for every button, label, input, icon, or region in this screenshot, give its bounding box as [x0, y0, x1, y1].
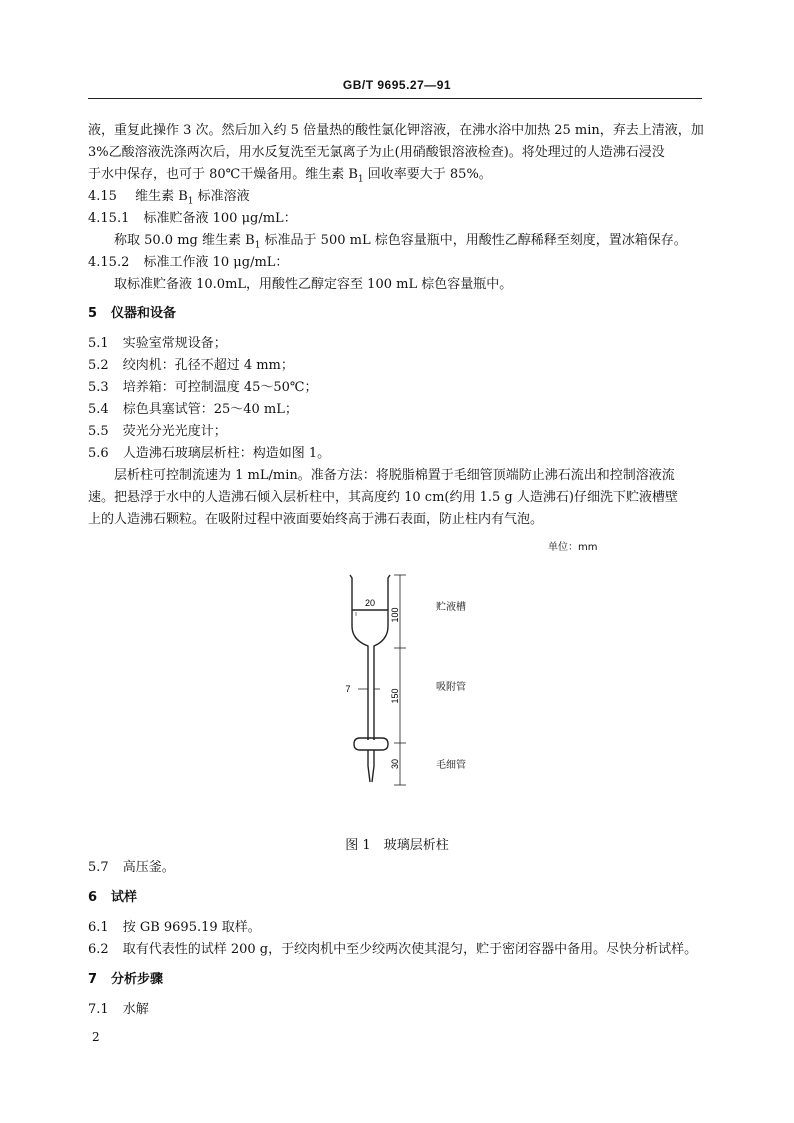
dim-tube-height: 150 — [390, 688, 400, 704]
paragraph-line: 液，重复此操作 3 次。然后加入约 5 倍量热的酸性氯化钾溶液，在沸水浴中加热 25 min，弃去上清液，加 — [88, 123, 704, 138]
paragraph-line: 取标准贮备液 10.0mL，用酸性乙醇定容至 100 mL 棕色容量瓶中。 — [114, 277, 513, 292]
list-item: 5.1 实验室常规设备； — [88, 336, 227, 351]
dim-capillary-length: 30 — [390, 758, 400, 770]
section-4-15-2-heading: 4.15.2 标准工作液 10 μg/mL： — [88, 255, 289, 270]
list-item: 5.2 绞肉机：孔径不超过 4 mm； — [88, 358, 294, 373]
list-item: 5.7 高压釜。 — [88, 860, 175, 875]
stopcock — [354, 738, 388, 750]
list-item: 6.2 取有代表性的试样 200 g，于绞肉机中至少绞两次使其混匀，贮于密闭容器中备用。尽快分析试样。 — [88, 942, 698, 957]
figure-unit: 单位：mm — [548, 542, 598, 553]
list-item: 5.5 荧光分光光度计； — [88, 424, 227, 439]
label-adsorption-tube: 吸附管 — [436, 682, 466, 693]
figure-caption: 图 1 玻璃层析柱 — [345, 838, 449, 853]
dim-reservoir-height: 100 — [390, 607, 400, 623]
header-rule — [88, 98, 702, 99]
label-capillary: 毛细管 — [436, 760, 466, 771]
section-7-heading: 7 分析步骤 — [88, 972, 164, 987]
page-number: 2 — [92, 1030, 100, 1044]
list-item: 5.4 棕色具塞试管：25～40 mL； — [88, 402, 298, 417]
label-reservoir: 贮液槽 — [436, 602, 466, 613]
paragraph-line: 层析柱可控制流速为 1 mL/min。准备方法：将脱脂棉置于毛细管顶端防止沸石流出和控制溶液流 — [114, 468, 675, 483]
dim-reservoir-width: 20 — [364, 598, 376, 608]
section-4-15-heading: 4.15 维生素 $B_1$ 标准溶液 — [88, 189, 250, 207]
list-item: 5.3 培养箱：可控制温度 45～50℃； — [88, 380, 318, 395]
section-5-heading: 5 仪器和设备 — [88, 306, 177, 321]
list-item: 7.1 水解 — [88, 1002, 149, 1017]
dim-tube-diameter: 7 — [345, 684, 351, 694]
paragraph-line: 速。把悬浮于水中的人造沸石倾入层析柱中，其高度约 10 cm(约用 1.5 g 人造沸石)仔细洗下贮液槽壁 — [88, 490, 678, 505]
paragraph-line: 于水中保存，也可于 80℃干燥备用。维生素 $B_1$ 回收率要大于 85%。 — [88, 167, 492, 185]
section-6-heading: 6 试样 — [88, 890, 138, 905]
capillary-tube — [368, 750, 370, 782]
paragraph-line: 称取 50.0 mg 维生素 $B_1$ 标准品于 500 mL 棕色容量瓶中，用酸性乙醇稀释至刻度，置冰箱保存。 — [114, 233, 687, 251]
paragraph-line: 3%乙酸溶液洗涤两次后，用水反复洗至无氯离子为止(用硝酸银溶液检查)。将处理过的人造沸石浸没 — [88, 145, 665, 160]
page-header: GB/T 9695.27—91 — [342, 78, 452, 92]
section-4-15-1-heading: 4.15.1 标准贮备液 100 μg/mL： — [88, 211, 297, 226]
list-item: 6.1 按 GB 9695.19 取样。 — [88, 920, 261, 935]
paragraph-line: 上的人造沸石颗粒。在吸附过程中液面要始终高于沸石表面，防止柱内有气泡。 — [88, 512, 544, 527]
list-item: 5.6 人造沸石玻璃层析柱：构造如图 1。 — [88, 446, 331, 461]
chromatography-column-diagram — [320, 560, 520, 800]
